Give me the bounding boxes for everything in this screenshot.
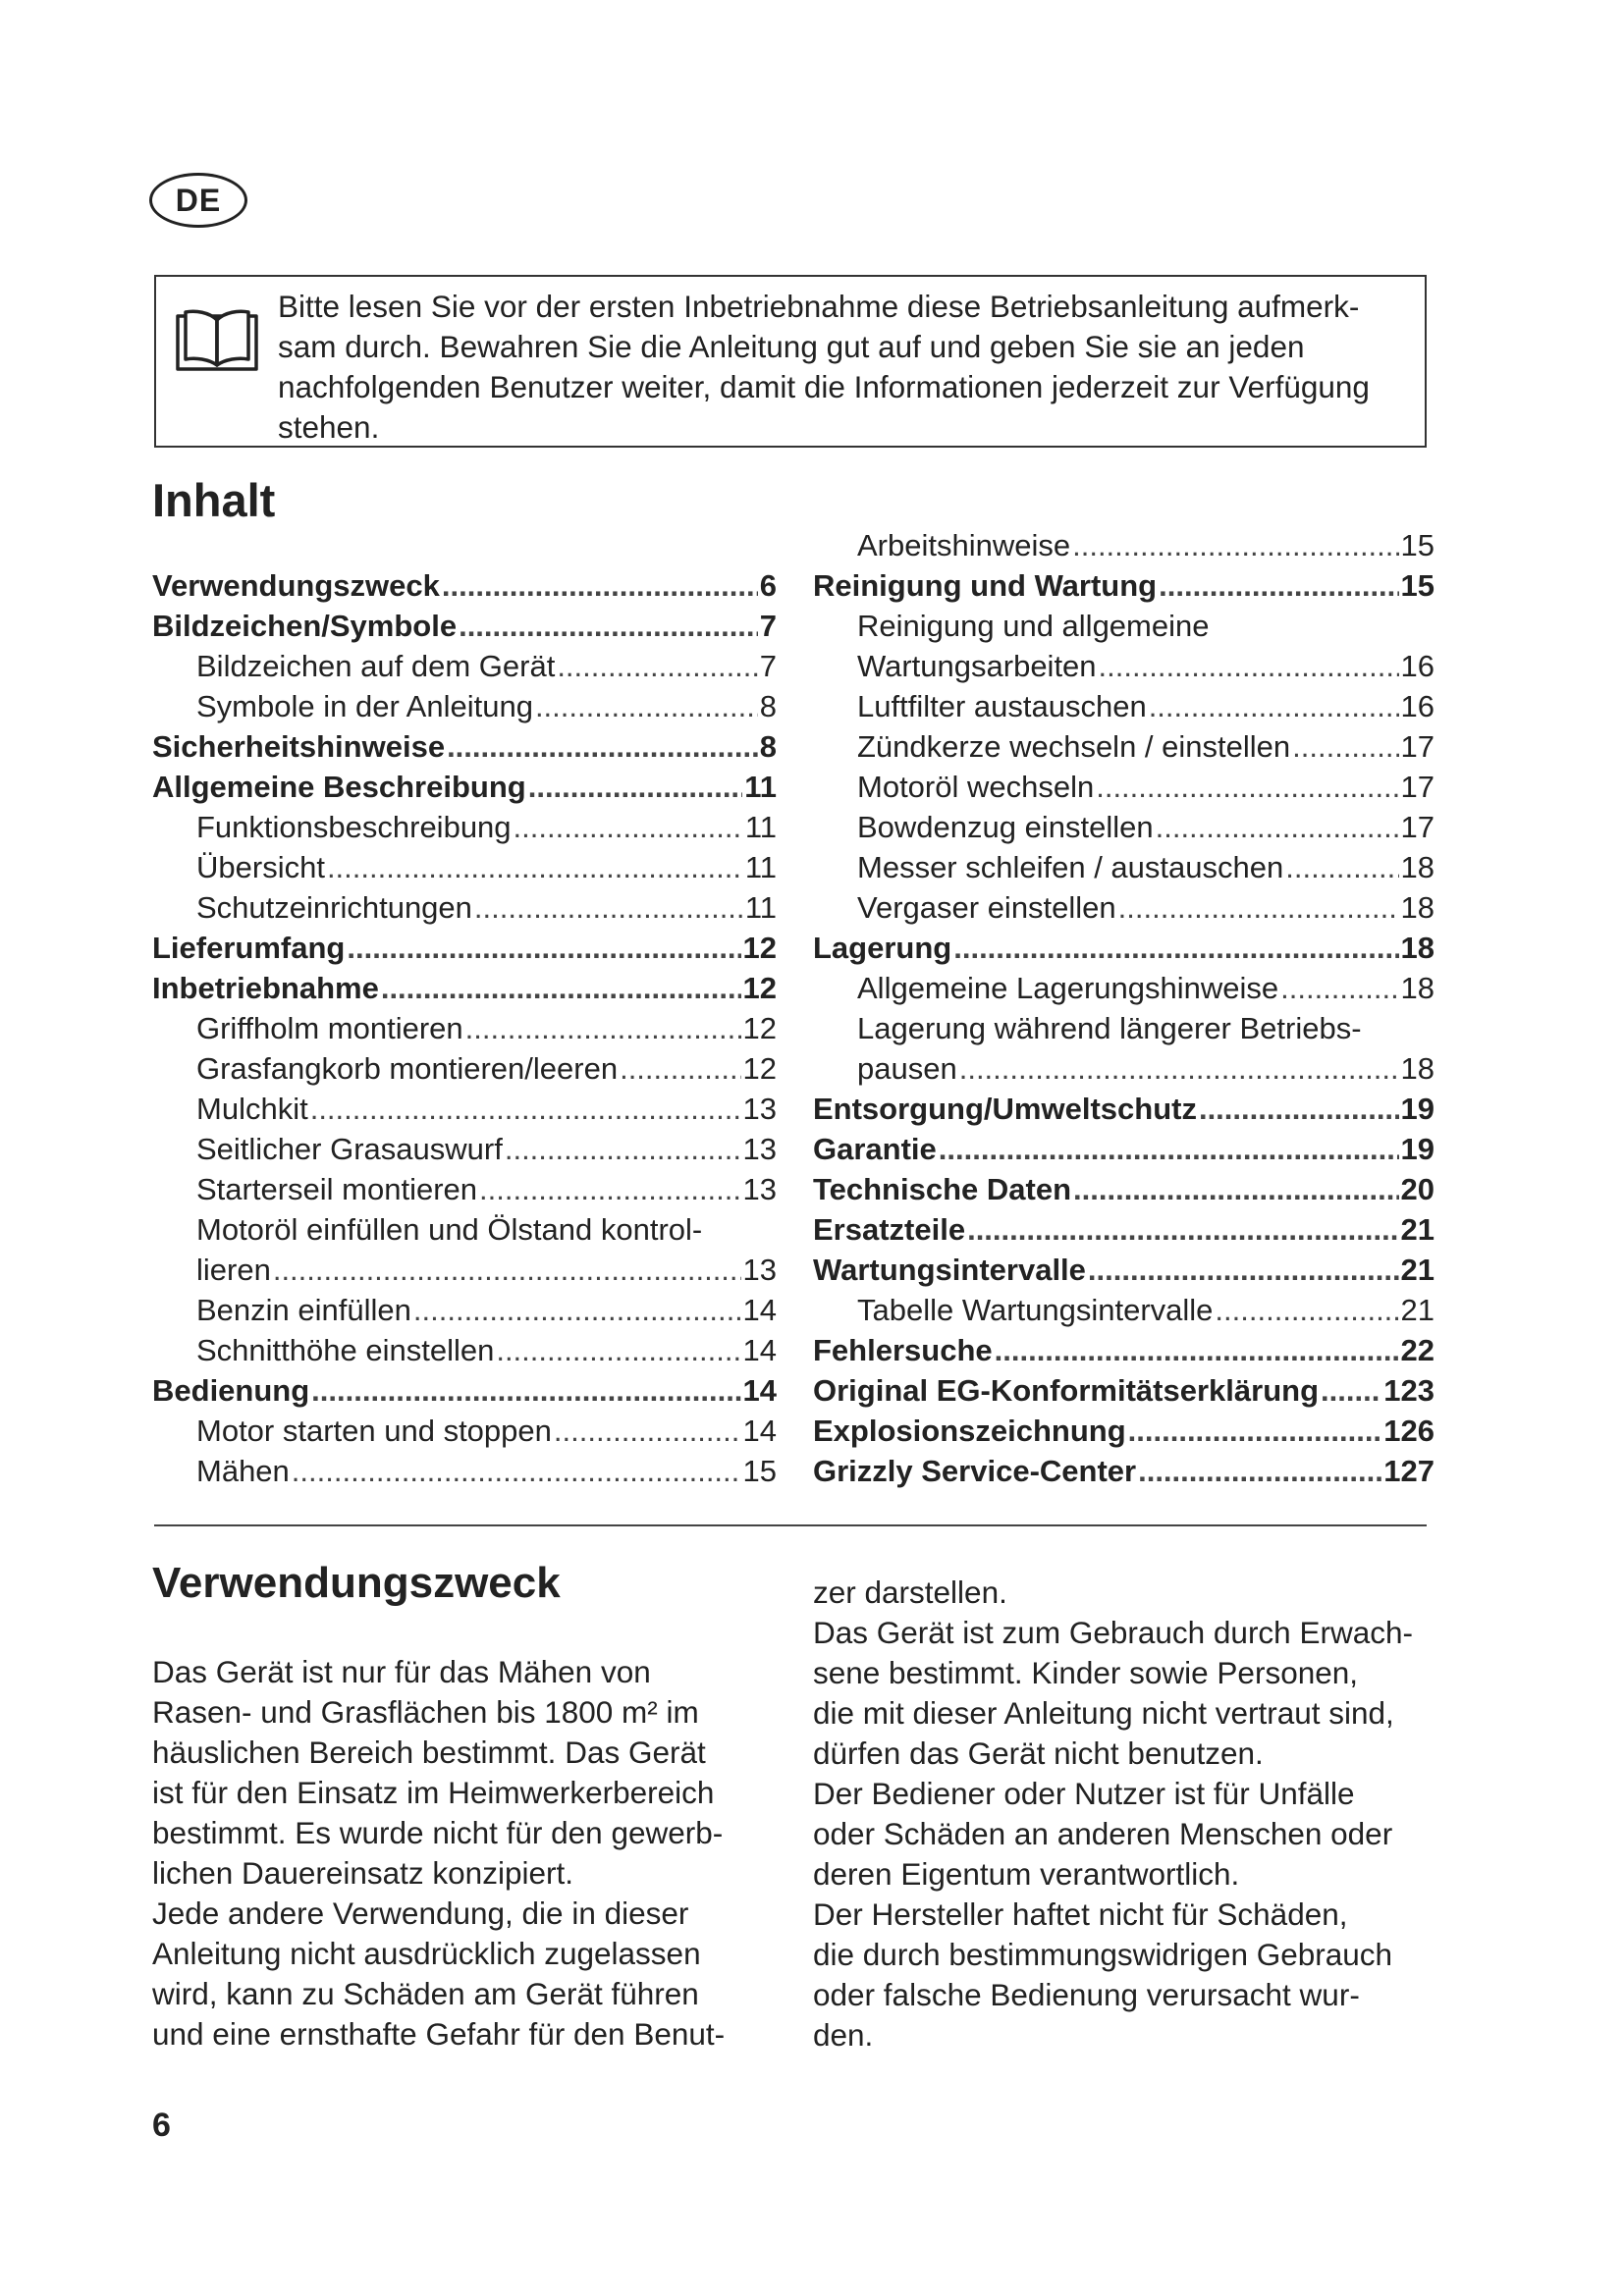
toc-leader-dots [953, 928, 1398, 968]
toc-entry-page: 18 [1400, 850, 1435, 884]
section-divider [154, 1524, 1427, 1526]
toc-entry [813, 968, 1435, 1008]
toc-entry-label: Zündkerze wechseln / einstellen [857, 729, 1291, 764]
toc-leader-dots [1128, 1411, 1382, 1451]
toc-entry [813, 928, 1435, 968]
toc-leader-dots [1088, 1250, 1399, 1290]
toc-entry-label: Grizzly Service-Center [813, 1454, 1137, 1488]
toc-entry [813, 1250, 1435, 1290]
toc-leader-dots [413, 1290, 741, 1330]
toc-entry-page: 16 [1400, 649, 1435, 683]
toc-entry [152, 726, 777, 767]
toc-entry-page: 22 [1400, 1333, 1435, 1367]
toc-entry [813, 887, 1435, 928]
toc-entry-label: Funktionsbeschreibung [196, 810, 512, 844]
body-line: ist für den Einsatz im Heimwerkerbereich [152, 1775, 715, 1810]
toc-entry-label: Tabelle Wartungsintervalle [857, 1293, 1214, 1327]
toc-entry-label: pausen [857, 1051, 957, 1086]
toc-entry-page: 12 [742, 931, 777, 965]
toc-entry [813, 1209, 1435, 1250]
toc-entry [813, 686, 1435, 726]
toc-leader-dots [1159, 565, 1398, 606]
body-line: die mit dieser Anleitung nicht vertraut sind, [813, 1695, 1394, 1731]
toc-entry-label: Allgemeine Lagerungshinweise [857, 971, 1279, 1005]
page-number: 6 [152, 2107, 171, 2144]
toc-entry [813, 1048, 1435, 1089]
toc-leader-dots [1156, 807, 1399, 847]
toc-entry [152, 1169, 777, 1209]
toc-entry [152, 1330, 777, 1370]
toc-leader-dots [311, 1370, 740, 1411]
toc-leader-dots [381, 968, 741, 1008]
toc-leader-dots [1285, 847, 1398, 887]
body-line: Das Gerät ist nur für das Mähen von [152, 1654, 651, 1689]
notice-text [278, 287, 1417, 448]
toc-entry-page: 127 [1383, 1454, 1435, 1488]
toc-leader-dots [447, 726, 758, 767]
toc-entry [813, 1290, 1435, 1330]
toc-leader-dots [959, 1048, 1399, 1089]
toc-entry-page: 13 [742, 1132, 777, 1166]
toc-entry [813, 1129, 1435, 1169]
toc-entry [152, 1129, 777, 1169]
body-line: lichen Dauereinsatz konzipiert. [152, 1855, 573, 1891]
toc-entry-label: Schutzeinrichtungen [196, 890, 472, 925]
body-line: bestimmt. Es wurde nicht für den gewerb- [152, 1815, 724, 1850]
toc-entry-label: Übersicht [196, 850, 325, 884]
toc-entry-page: 11 [744, 770, 777, 804]
toc-entry-label: Motor starten und stoppen [196, 1414, 552, 1448]
notice-line: stehen. [278, 409, 380, 445]
toc-entry [813, 1330, 1435, 1370]
toc-entry-label: Lieferumfang [152, 931, 346, 965]
toc-entry [152, 1370, 777, 1411]
body-line: Rasen- und Grasflächen bis 1800 m² im [152, 1694, 699, 1730]
toc-entry-label: Wartungsarbeiten [857, 649, 1097, 683]
toc-entry [152, 1411, 777, 1451]
notice-line: sam durch. Bewahren Sie die Anleitung gut auf und geben Sie sie an jeden [278, 329, 1305, 364]
toc-leader-dots [528, 767, 743, 807]
toc-entry-page: 19 [1400, 1092, 1435, 1126]
toc-entry-label: Bildzeichen/Symbole [152, 609, 458, 643]
toc-leader-dots [514, 807, 743, 847]
toc-leader-dots [1199, 1089, 1399, 1129]
toc-entry [813, 1411, 1435, 1451]
toc-entry-page: 15 [1400, 568, 1435, 603]
toc-entry [152, 686, 777, 726]
toc-entry [813, 726, 1435, 767]
toc-entry-label: Inbetriebnahme [152, 971, 379, 1005]
toc-entry [813, 767, 1435, 807]
toc-entry [152, 646, 777, 686]
toc-leader-dots [1292, 726, 1398, 767]
body-line: Anleitung nicht ausdrücklich zugelassen [152, 1936, 701, 1971]
language-badge: DE [149, 173, 247, 228]
toc-leader-dots [273, 1250, 741, 1290]
toc-entry-page: 7 [759, 609, 777, 643]
toc-entry-label: Grasfangkorb montieren/leeren [196, 1051, 619, 1086]
toc-entry-page: 21 [1400, 1293, 1435, 1327]
toc-entry-label: Entsorgung/Umweltschutz [813, 1092, 1197, 1126]
toc-leader-dots [1072, 525, 1398, 565]
toc-entry-page: 21 [1400, 1212, 1435, 1247]
toc-entry-label: Motoröl wechseln [857, 770, 1095, 804]
body-line: wird, kann zu Schäden am Gerät führen [152, 1976, 699, 2011]
body-line: oder Schäden an anderen Menschen oder [813, 1816, 1393, 1851]
toc-entry-page: 19 [1400, 1132, 1435, 1166]
toc-entry-label: Arbeitshinweise [857, 528, 1071, 562]
toc-entry-page: 20 [1400, 1172, 1435, 1206]
book-icon [174, 298, 260, 373]
toc-leader-dots [995, 1330, 1399, 1370]
toc-entry-label: Garantie [813, 1132, 937, 1166]
toc-entry-label: Symbole in der Anleitung [196, 689, 533, 723]
toc-entry [813, 1370, 1435, 1411]
toc-leader-dots [479, 1169, 741, 1209]
body-text-right [813, 1573, 1441, 2056]
body-line: oder falsche Bedienung verursacht wur- [813, 1977, 1360, 2012]
toc-leader-dots [442, 565, 758, 606]
body-line: dürfen das Gerät nicht benutzen. [813, 1735, 1264, 1771]
toc-leader-dots [465, 1008, 741, 1048]
toc-leader-dots [620, 1048, 740, 1089]
toc-entry-label: Reinigung und allgemeine [857, 609, 1210, 643]
toc-entry-label: Wartungsintervalle [813, 1253, 1086, 1287]
toc-entry-label: Allgemeine Beschreibung [152, 770, 526, 804]
body-line: zer darstellen. [813, 1575, 1007, 1610]
toc-entry [152, 1250, 777, 1290]
toc-entry-label: Lagerung während längerer Betriebs- [857, 1011, 1362, 1045]
toc-entry [152, 565, 777, 606]
toc-entry [152, 1209, 777, 1250]
toc-entry [813, 1008, 1435, 1048]
toc-entry-page: 13 [742, 1253, 777, 1287]
toc-leader-dots [496, 1330, 740, 1370]
toc-entry-label: Starterseil montieren [196, 1172, 478, 1206]
toc-right-column [813, 525, 1435, 1491]
toc-leader-dots [347, 928, 740, 968]
toc-leader-dots [557, 646, 757, 686]
toc-leader-dots [1138, 1451, 1381, 1491]
toc-leader-dots [1215, 1290, 1398, 1330]
toc-entry-label: Benzin einfüllen [196, 1293, 411, 1327]
section-title: Verwendungszweck [152, 1559, 561, 1607]
toc-leader-dots [474, 887, 743, 928]
toc-leader-dots [459, 606, 758, 646]
toc-entry-page: 11 [744, 850, 777, 884]
toc-entry-page: 18 [1400, 971, 1435, 1005]
toc-entry [813, 1089, 1435, 1129]
toc-entry [152, 928, 777, 968]
toc-left-column [152, 565, 777, 1491]
toc-entry [813, 1451, 1435, 1491]
toc-entry-page: 7 [759, 649, 777, 683]
toc-entry-label: Fehlersuche [813, 1333, 993, 1367]
toc-entry-label: lieren [196, 1253, 271, 1287]
body-line: den. [813, 2017, 874, 2053]
toc-entry-page: 15 [1400, 528, 1435, 562]
toc-entry [152, 1048, 777, 1089]
body-line: häuslichen Bereich bestimmt. Das Gerät [152, 1735, 706, 1770]
toc-entry-label: Mulchkit [196, 1092, 308, 1126]
toc-entry [813, 1169, 1435, 1209]
toc-leader-dots [310, 1089, 741, 1129]
toc-entry [813, 646, 1435, 686]
toc-entry-label: Reinigung und Wartung [813, 568, 1158, 603]
toc-entry [813, 606, 1435, 646]
body-line: die durch bestimmungswidrigen Gebrauch [813, 1937, 1393, 1972]
toc-entry-page: 8 [759, 689, 777, 723]
toc-entry-page: 14 [742, 1293, 777, 1327]
toc-entry-page: 14 [742, 1414, 777, 1448]
toc-entry-page: 12 [742, 971, 777, 1005]
toc-entry-label: Technische Daten [813, 1172, 1072, 1206]
toc-leader-dots [1118, 887, 1399, 928]
toc-entry-label: Lagerung [813, 931, 952, 965]
notice-line: Bitte lesen Sie vor der ersten Inbetriebnahme diese Betriebsanleitung aufmerk- [278, 289, 1360, 324]
toc-entry-label: Original EG-Konformitätserklärung [813, 1373, 1320, 1408]
body-line: sene bestimmt. Kinder sowie Personen, [813, 1655, 1359, 1690]
body-line: Jede andere Verwendung, die in dieser [152, 1896, 689, 1931]
toc-entry-page: 14 [742, 1333, 777, 1367]
toc-entry-page: 126 [1383, 1414, 1435, 1448]
toc-entry-page: 11 [744, 810, 777, 844]
toc-leader-dots [1096, 767, 1398, 807]
toc-entry-label: Griffholm montieren [196, 1011, 463, 1045]
toc-entry [152, 1089, 777, 1129]
toc-entry-page: 18 [1400, 1051, 1435, 1086]
body-line: Der Hersteller haftet nicht für Schäden, [813, 1896, 1348, 1932]
toc-leader-dots [1149, 686, 1399, 726]
body-line: deren Eigentum verantwortlich. [813, 1856, 1240, 1892]
toc-entry-page: 18 [1400, 890, 1435, 925]
read-instructions-notice [154, 275, 1427, 448]
toc-entry-label: Bildzeichen auf dem Gerät [196, 649, 556, 683]
toc-entry-label: Schnitthöhe einstellen [196, 1333, 495, 1367]
toc-entry-label: Mähen [196, 1454, 290, 1488]
toc-leader-dots [967, 1209, 1398, 1250]
toc-entry [813, 847, 1435, 887]
toc-entry [152, 1008, 777, 1048]
toc-leader-dots [554, 1411, 741, 1451]
toc-leader-dots [1073, 1169, 1399, 1209]
toc-entry [152, 1290, 777, 1330]
toc-entry-page: 21 [1400, 1253, 1435, 1287]
toc-entry-page: 18 [1400, 931, 1435, 965]
toc-entry-page: 8 [759, 729, 777, 764]
toc-leader-dots [292, 1451, 741, 1491]
toc-entry-label: Seitlicher Grasauswurf [196, 1132, 503, 1166]
body-text-left [152, 1652, 781, 2055]
toc-entry-page: 11 [744, 890, 777, 925]
toc-entry-page: 17 [1400, 770, 1435, 804]
toc-entry-label: Messer schleifen / austauschen [857, 850, 1284, 884]
notice-line: nachfolgenden Benutzer weiter, damit die Informationen jederzeit zur Verfügung [278, 369, 1370, 404]
toc-entry-label: Bedienung [152, 1373, 310, 1408]
body-line: Der Bediener oder Nutzer ist für Unfälle [813, 1776, 1355, 1811]
toc-leader-dots [939, 1129, 1399, 1169]
toc-entry-page: 13 [742, 1172, 777, 1206]
toc-entry [152, 887, 777, 928]
toc-entry [152, 847, 777, 887]
toc-entry-page: 15 [742, 1454, 777, 1488]
toc-entry [152, 606, 777, 646]
toc-entry-label: Sicherheitshinweise [152, 729, 446, 764]
toc-entry [813, 565, 1435, 606]
toc-entry-page: 12 [742, 1011, 777, 1045]
toc-leader-dots [1099, 646, 1399, 686]
body-line: Das Gerät ist zum Gebrauch durch Erwach- [813, 1615, 1413, 1650]
toc-leader-dots [327, 847, 743, 887]
toc-title: Inhalt [152, 474, 276, 526]
toc-entry-label: Vergaser einstellen [857, 890, 1116, 925]
toc-entry-page: 17 [1400, 729, 1435, 764]
toc-leader-dots [1321, 1370, 1381, 1411]
toc-entry-label: Ersatzteile [813, 1212, 966, 1247]
toc-entry-page: 13 [742, 1092, 777, 1126]
toc-entry-label: Explosionszeichnung [813, 1414, 1126, 1448]
toc-leader-dots [505, 1129, 741, 1169]
toc-entry [813, 807, 1435, 847]
toc-entry-page: 6 [759, 568, 777, 603]
toc-leader-dots [535, 686, 758, 726]
body-line: und eine ernsthafte Gefahr für den Benut- [152, 2016, 726, 2052]
toc-entry [152, 1451, 777, 1491]
toc-entry-label: Bowdenzug einstellen [857, 810, 1154, 844]
toc-entry-page: 16 [1400, 689, 1435, 723]
toc-leader-dots [1280, 968, 1398, 1008]
toc-entry [813, 525, 1435, 565]
toc-entry-label: Motoröl einfüllen und Ölstand kontrol- [196, 1212, 703, 1247]
toc-entry-label: Verwendungszweck [152, 568, 440, 603]
toc-entry [152, 968, 777, 1008]
toc-entry-page: 14 [742, 1373, 777, 1408]
toc-entry [152, 767, 777, 807]
toc-entry-page: 17 [1400, 810, 1435, 844]
toc-entry-page: 12 [742, 1051, 777, 1086]
toc-entry-page: 123 [1383, 1373, 1435, 1408]
toc-entry [152, 807, 777, 847]
toc-entry-label: Luftfilter austauschen [857, 689, 1147, 723]
